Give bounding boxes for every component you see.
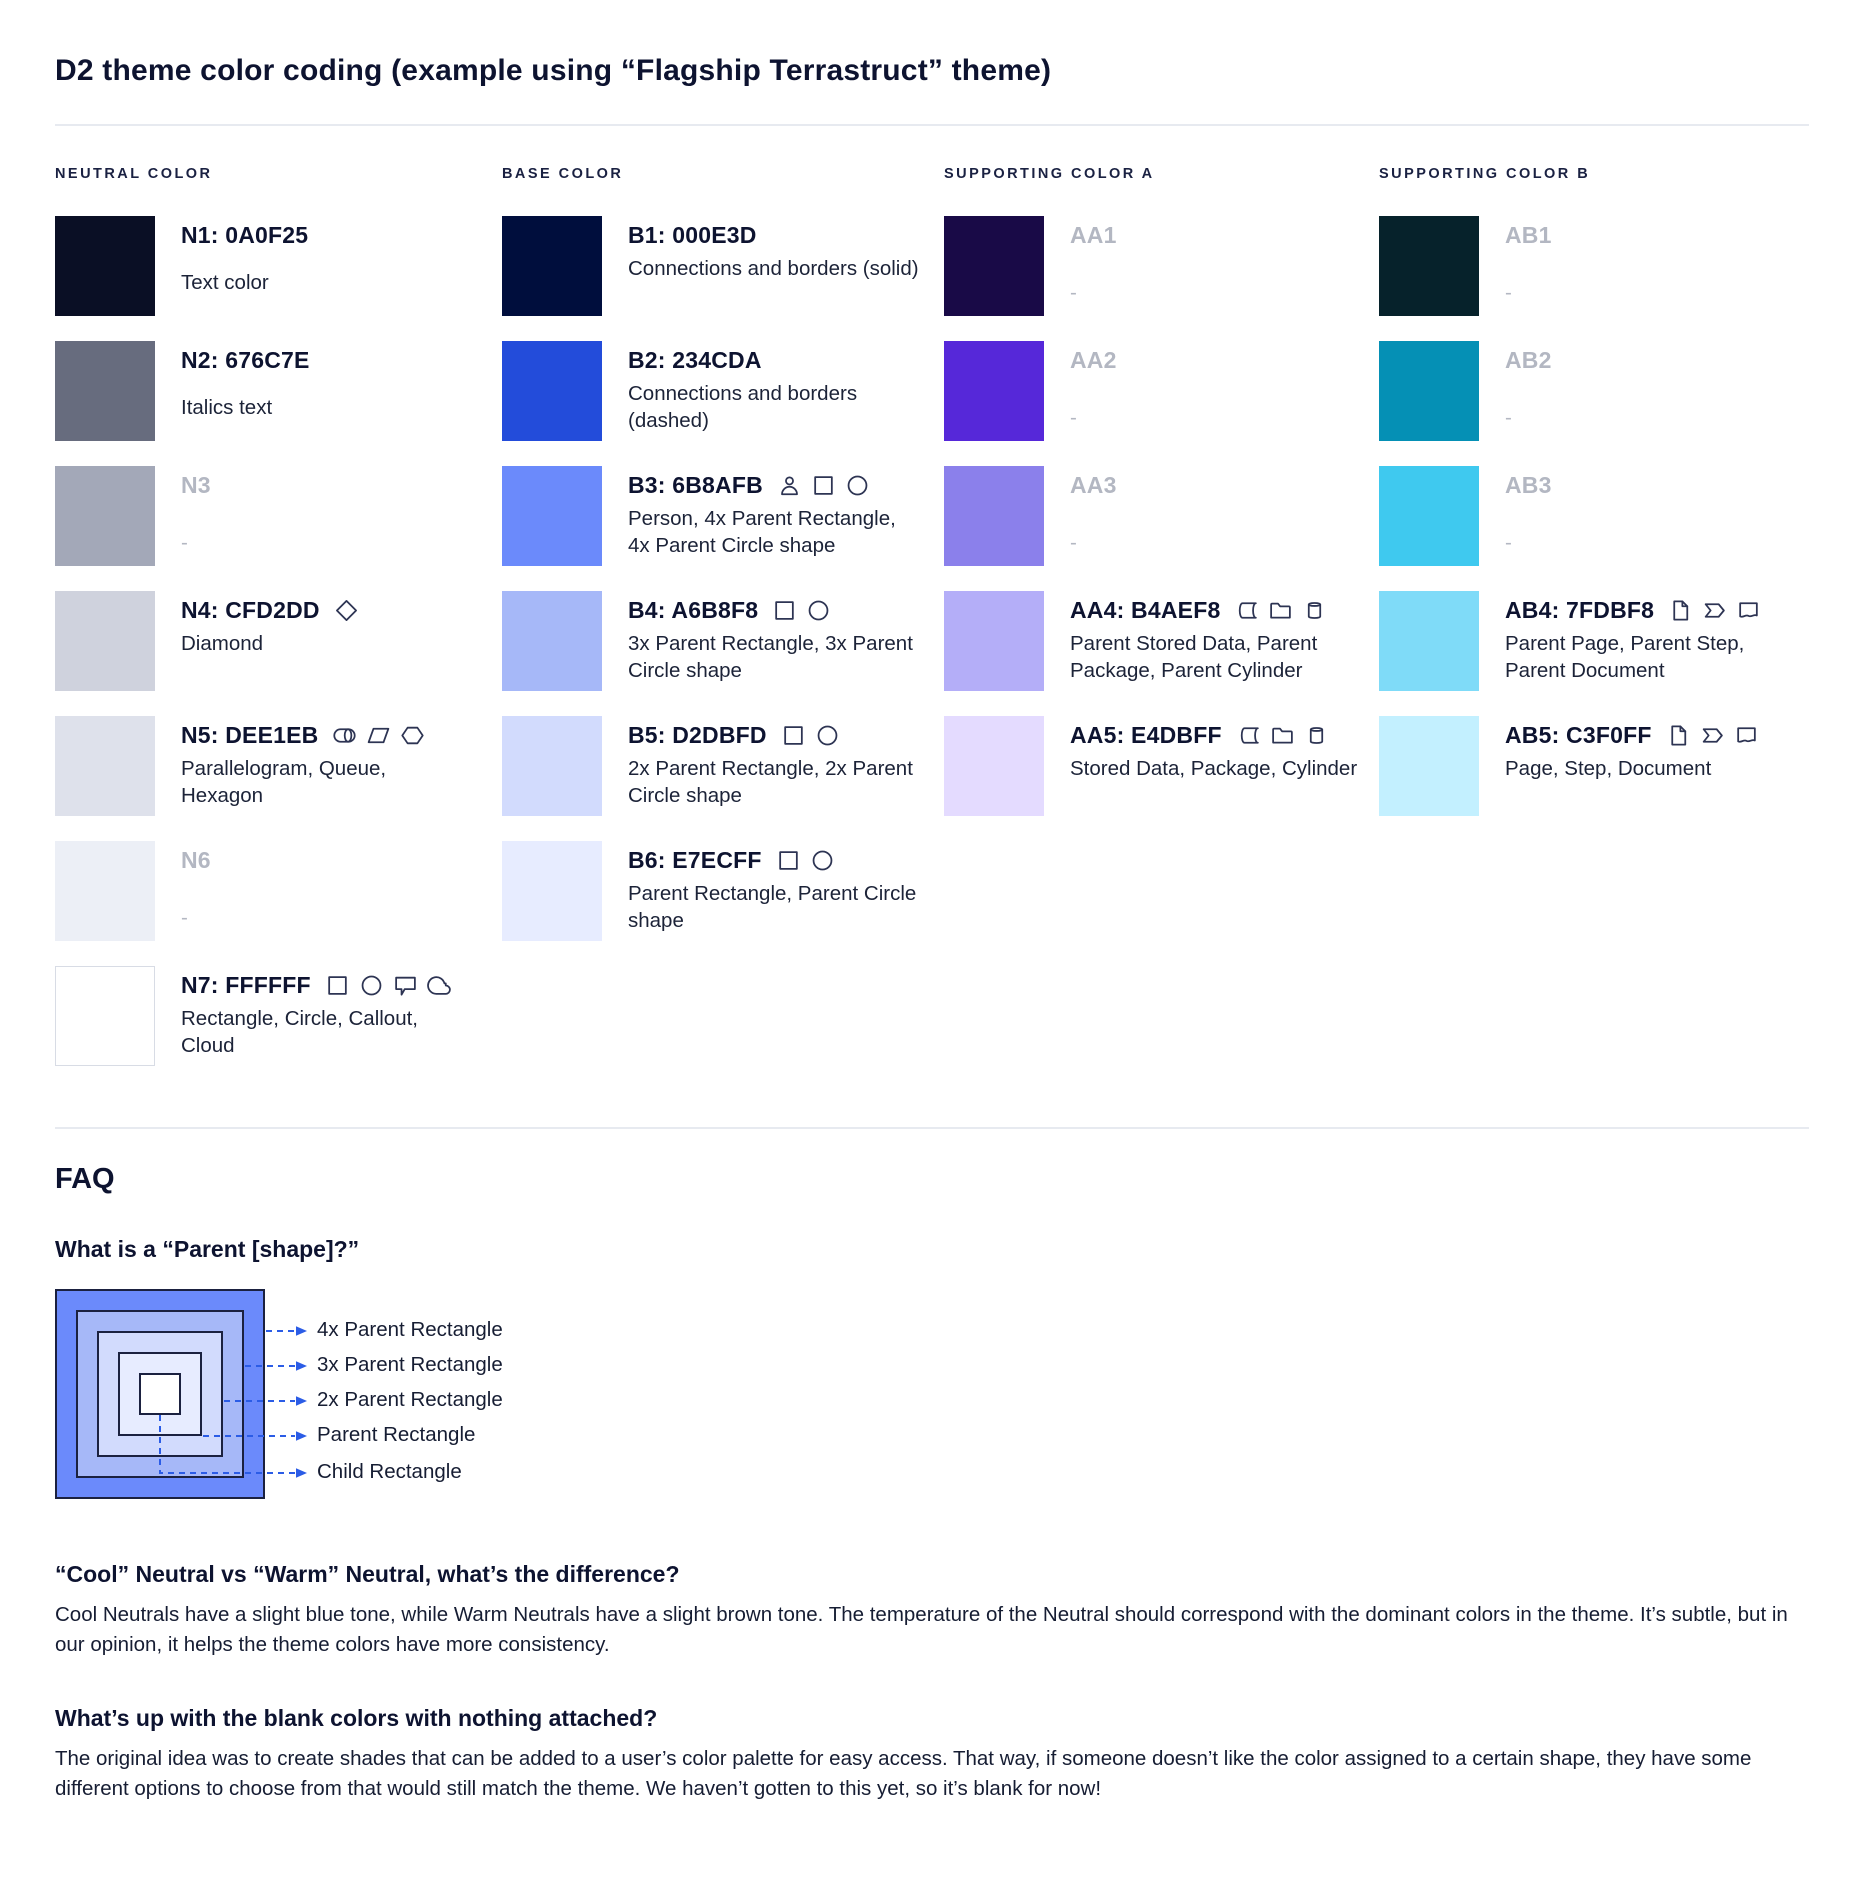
color-description: Person, 4x Parent Rectangle, 4x Parent Circle shape [628,507,896,558]
palette-row [502,466,944,566]
color-swatch [502,341,602,441]
color-name: B1: 000E3D [628,222,757,248]
faq-question-parent-shape: What is a “Parent [shape]?” [55,1236,360,1262]
color-description: Parent Rectangle, Parent Circle shape [628,882,917,933]
color-swatch [55,966,155,1066]
palette-row [1379,216,1809,316]
palette-row [944,716,1379,816]
color-description: Connections and borders (dashed) [628,382,858,433]
palette-row [1379,466,1809,566]
palette-row [55,966,502,1066]
cylinder-icon [1302,598,1327,623]
rectangle-icon [811,473,836,498]
shape-icons [1668,598,1761,623]
palette-column-base [502,166,944,1091]
shape-icons [776,848,835,873]
color-swatch [502,591,602,691]
color-name: N1: 0A0F25 [181,222,309,248]
color-name: B2: 234CDA [628,347,762,373]
color-swatch [55,841,155,941]
color-description: - [1505,531,1512,554]
palette-grid [55,166,1809,1091]
palette-row [1379,716,1809,816]
palette-column-supporting-a [944,166,1379,1091]
color-description: Parent Stored Data, Parent Package, Parent Cylinder [1070,632,1318,683]
shape-icons [781,723,840,748]
faq-question-cool-warm: “Cool” Neutral vs “Warm” Neutral, what’s the difference? [55,1561,680,1587]
rectangle-icon [772,598,797,623]
palette-row [1379,591,1809,691]
divider [55,1127,1809,1129]
callout-icon [393,973,418,998]
column-header: SUPPORTING COLOR B [1379,166,1591,182]
stored-data-icon [1236,723,1261,748]
color-name: AB3 [1505,472,1552,498]
color-description: 2x Parent Rectangle, 2x Parent Circle shape [628,757,913,808]
palette-row [502,591,944,691]
palette-row [944,216,1379,316]
color-name: N2: 676C7E [181,347,310,373]
document-icon [1734,723,1759,748]
color-description: - [1505,406,1512,429]
circle-icon [815,723,840,748]
shape-icons [777,473,870,498]
circle-icon [806,598,831,623]
palette-row [55,591,502,691]
circle-icon [810,848,835,873]
color-description: - [181,531,188,554]
color-name: B5: D2DBFD [628,722,767,748]
rectangle-icon [776,848,801,873]
document-icon [1736,598,1761,623]
parallelogram-icon [366,723,391,748]
diagram-label: 2x Parent Rectangle [317,1388,503,1411]
palette-column-supporting-b [1379,166,1809,1091]
color-name: AB2 [1505,347,1552,373]
color-swatch [502,466,602,566]
divider [55,124,1809,126]
color-description: Text color [181,271,269,294]
page-icon [1666,723,1691,748]
color-description: Stored Data, Package, Cylinder [1070,757,1358,780]
faq-heading: FAQ [55,1163,115,1195]
page [0,54,1864,1804]
color-name: AB5: C3F0FF [1505,722,1652,748]
color-swatch [55,716,155,816]
color-swatch [944,591,1044,691]
diagram-label: 3x Parent Rectangle [317,1353,503,1376]
diagram-label: 4x Parent Rectangle [317,1318,503,1341]
color-description: - [1070,281,1077,304]
shape-icons [772,598,831,623]
color-name: AA5: E4DBFF [1070,722,1222,748]
color-description: Rectangle, Circle, Callout, Cloud [181,1007,418,1058]
palette-row [55,216,502,316]
shape-icons [1236,723,1329,748]
palette-row [55,841,502,941]
color-swatch [944,466,1044,566]
color-name: AA3 [1070,472,1117,498]
shape-icons [334,598,359,623]
color-swatch [502,716,602,816]
color-description: - [1070,406,1077,429]
color-description: - [1070,531,1077,554]
palette-row [502,341,944,441]
color-swatch [55,216,155,316]
faq-answer-blank-colors: The original idea was to create shades that can be added to a user’s color palette for easy access. That way, if someone doesn’t like the color assigned to a certain shape, they have some different options to choose from that would still match the theme. We haven’t gotten to this yet, so it’s blank for now! [55,1747,1752,1801]
color-description: Connections and borders (solid) [628,257,919,280]
palette-row [944,341,1379,441]
color-swatch [944,341,1044,441]
palette-row [502,841,944,941]
color-swatch [55,466,155,566]
color-swatch [55,591,155,691]
color-swatch [502,216,602,316]
color-swatch [1379,716,1479,816]
page-title: D2 theme color coding (example using “Flagship Terrastruct” theme) [55,54,1052,87]
color-swatch [1379,591,1479,691]
color-name: AB4: 7FDBF8 [1505,597,1655,623]
shape-icons [332,723,425,748]
circle-icon [845,473,870,498]
color-description: - [181,906,188,929]
color-description: Italics text [181,396,273,419]
color-swatch [55,341,155,441]
color-description: Parent Page, Parent Step, Parent Document [1505,632,1745,683]
faq-answer-cool-warm: Cool Neutrals have a slight blue tone, while Warm Neutrals have a slight brown tone. The temperature of the Neutral should correspond with the dominant colors in the theme. It’s subtle, but in our opinion, it helps the theme colors have more consistency. [55,1603,1788,1656]
shape-icons [325,973,452,998]
color-name: B6: E7ECFF [628,847,762,873]
diagram-label: Child Rectangle [317,1460,462,1483]
diagram-label: Parent Rectangle [317,1423,476,1446]
package-icon [1270,723,1295,748]
color-description: Page, Step, Document [1505,757,1712,780]
color-name: N4: CFD2DD [181,597,320,623]
rectangle-icon [781,723,806,748]
diamond-icon [334,598,359,623]
palette-row [55,466,502,566]
color-description: Parallelogram, Queue, Hexagon [181,757,387,808]
color-name: B3: 6B8AFB [628,472,763,498]
shape-icons [1666,723,1759,748]
column-header: NEUTRAL COLOR [55,166,213,182]
color-name: AA1 [1070,222,1117,248]
column-header: SUPPORTING COLOR A [944,166,1155,182]
color-description: Diamond [181,632,264,655]
palette-row [502,716,944,816]
color-description: - [1505,281,1512,304]
palette-row [944,466,1379,566]
queue-icon [332,723,357,748]
color-swatch [1379,466,1479,566]
color-swatch [1379,216,1479,316]
parent-shape-diagram [55,1289,1809,1521]
palette-row [502,216,944,316]
cylinder-icon [1304,723,1329,748]
palette-row [1379,341,1809,441]
diagram-connector-lines [55,1289,325,1521]
color-name: AB1 [1505,222,1552,248]
color-swatch [944,216,1044,316]
faq-question-blank-colors: What’s up with the blank colors with nothing attached? [55,1705,658,1732]
color-name: N7: FFFFFF [181,972,311,998]
palette-row [55,341,502,441]
hexagon-icon [400,723,425,748]
page-icon [1668,598,1693,623]
person-icon [777,473,802,498]
color-name: AA2 [1070,347,1117,373]
color-name: N6 [181,847,211,873]
step-icon [1700,723,1725,748]
step-icon [1702,598,1727,623]
column-header: BASE COLOR [502,166,624,182]
palette-row [55,716,502,816]
cloud-icon [427,973,452,998]
color-swatch [1379,341,1479,441]
color-swatch [944,716,1044,816]
color-name: N3 [181,472,211,498]
palette-row [944,591,1379,691]
color-name: N5: DEE1EB [181,722,319,748]
circle-icon [359,973,384,998]
color-swatch [502,841,602,941]
stored-data-icon [1234,598,1259,623]
package-icon [1268,598,1293,623]
color-name: AA4: B4AEF8 [1070,597,1221,623]
rectangle-icon [325,973,350,998]
color-name: B4: A6B8F8 [628,597,759,623]
palette-column-neutral [55,166,502,1091]
shape-icons [1234,598,1327,623]
color-description: 3x Parent Rectangle, 3x Parent Circle shape [628,632,913,683]
